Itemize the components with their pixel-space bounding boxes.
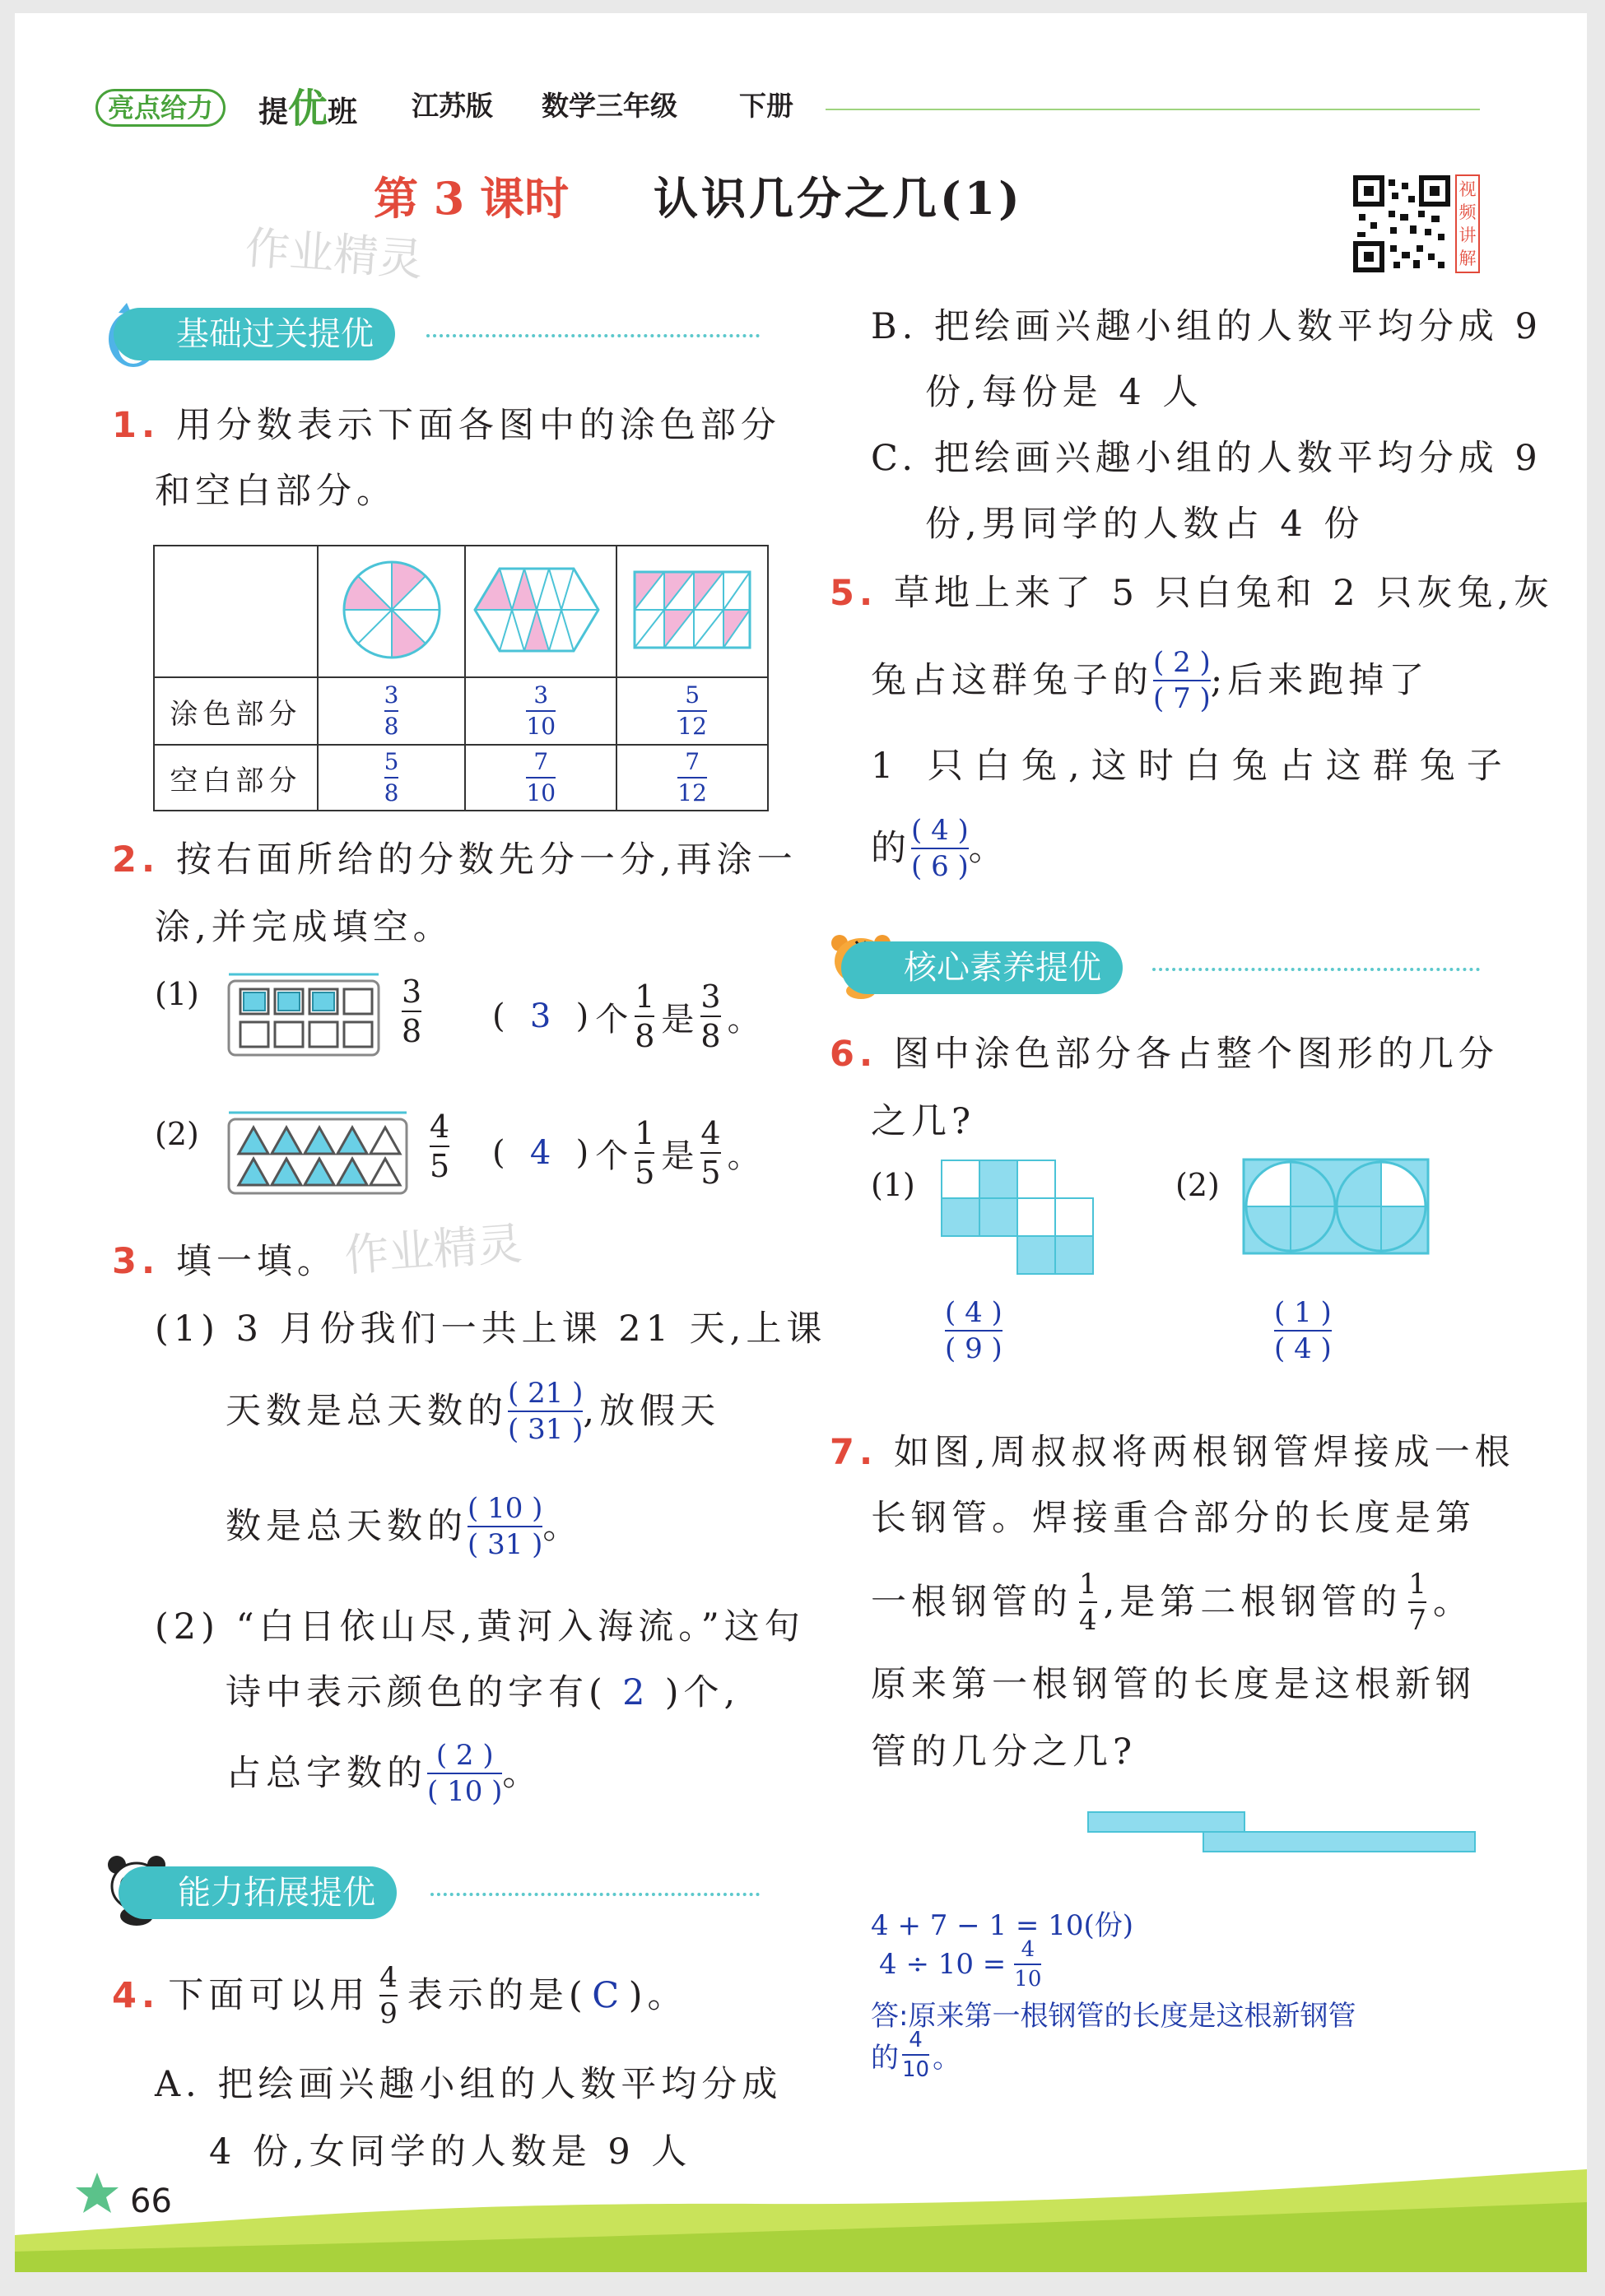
question-number: 7. [830, 1432, 878, 1473]
text: 4 ÷ 10 = [879, 1948, 1007, 1981]
q4-option-a: A. 把绘画兴趣小组的人数平均分成 [155, 2064, 783, 2105]
q1-figure-cell [465, 546, 616, 677]
paren-close: ) [575, 1134, 589, 1172]
video-explain-label[interactable]: 视频讲解 [1455, 174, 1480, 273]
answer-cell [616, 677, 768, 745]
lesson-title: 认识几分之几(1) [654, 172, 1023, 225]
text: “白日依山尽,黄河入海流。”这句 [235, 1606, 805, 1648]
text: )。 [628, 1974, 688, 2016]
fraction: $\frac{3}{10}$ [526, 681, 556, 740]
text: 3 月份我们一共上课 21 天,上课 [235, 1308, 827, 1350]
q6-part1-label: (1) [871, 1167, 915, 1203]
question-text: 用分数表示下面各图中的涂色部分 [175, 405, 781, 446]
fraction: $\frac{4}{10}$ [902, 2028, 930, 2082]
q4-option-b-line2: 份,每份是 4 人 [925, 372, 1203, 413]
rect-12-figure [631, 569, 753, 651]
q3-p2-line2 [226, 1672, 741, 1713]
q7-answer-line1: 答:原来第一根钢管的长度是这根新钢管 [871, 2000, 1356, 2033]
question-4 [112, 1961, 688, 2030]
watermark: 作业精灵 [243, 221, 425, 286]
q3-p2-line1 [155, 1606, 805, 1648]
text: 一根钢管的 [871, 1581, 1072, 1623]
qr-code-icon[interactable] [1352, 174, 1451, 273]
question-number: 1. [112, 405, 160, 446]
q7-answer-line2 [871, 2029, 961, 2080]
fraction: $\frac{5}{12}$ [677, 681, 707, 740]
result-fraction: $\frac{4}{5}$ [700, 1115, 721, 1191]
fraction: $\frac{1}{4}$ [1079, 1568, 1097, 1637]
answer: C [592, 1974, 625, 2016]
q2-part2-label: (2) [155, 1116, 199, 1152]
q3-p1-line3 [226, 1494, 583, 1559]
result-fraction: $\frac{3}{8}$ [700, 978, 721, 1054]
q6-part2-label: (2) [1175, 1167, 1220, 1203]
q7-solution-step2 [879, 1939, 1041, 1990]
q1-figure-cell [318, 546, 466, 677]
section-basic: 基础过关提优 [114, 308, 395, 360]
text: 是 [661, 1000, 695, 1039]
paren-open: ( [492, 997, 505, 1035]
question-text: 填一填。 [175, 1241, 337, 1282]
row-label-blank: 空白部分 [154, 745, 318, 811]
watermark: 作业精灵 [342, 1217, 524, 1282]
section-core: 核心素养提优 [841, 941, 1123, 994]
text: 草地上来了 5 只白兔和 2 只灰兔,灰 [893, 573, 1554, 614]
answer: 4 [529, 1134, 551, 1172]
q2-part1-figure [226, 969, 382, 1060]
question-number: 2. [112, 839, 160, 881]
q5-line3: 1 只白兔,这时白兔占这群兔子 [871, 746, 1514, 787]
answer-cell [318, 745, 466, 811]
question-number: 4. [112, 1974, 160, 2016]
circle-8-figure [341, 559, 443, 661]
question-number: 3. [112, 1241, 160, 1282]
text: 。 [727, 1136, 761, 1175]
q6-part1-answer: ( 4 ) ( 9 ) [945, 1296, 1003, 1365]
q4-option-c: C. 把绘画兴趣小组的人数平均分成 9 [871, 438, 1542, 479]
q1-table [153, 545, 769, 811]
text: 。 [968, 827, 1009, 869]
section-divider [430, 1893, 760, 1896]
q2-part1-label: (1) [155, 976, 199, 1012]
q3-p1-line1 [155, 1308, 827, 1350]
text: 。 [502, 1752, 543, 1794]
given-fraction: 3 8 [402, 974, 422, 1049]
q7-line4: 原来第一根钢管的长度是这根新钢 [871, 1664, 1476, 1705]
text: 下面可以用 [168, 1974, 370, 2016]
answer-cell [465, 745, 616, 811]
volume: 下册 [739, 90, 793, 122]
q4-option-b: B. 把绘画兴趣小组的人数平均分成 9 [871, 306, 1542, 347]
q6-line2: 之几? [871, 1101, 976, 1142]
q2-part1-fill [492, 978, 761, 1054]
brand-logo: 亮点给力 [95, 89, 226, 127]
question-2-line2: 涂,并完成填空。 [155, 907, 454, 948]
part-label: (2) [155, 1606, 220, 1648]
fraction: $\frac{1}{7}$ [1408, 1568, 1426, 1637]
part-label: (1) [155, 1308, 220, 1350]
text: 个 [595, 1000, 629, 1039]
answer-fraction: $\frac{( 2 )}{( 10 )}$ [427, 1739, 503, 1808]
answer-fraction: $\frac{( 10 )}{( 31 )}$ [468, 1492, 543, 1561]
text: 如图,周叔叔将两根钢管焊接成一根 [893, 1432, 1515, 1473]
brand-prefix: 提 [258, 95, 289, 129]
text: ,是第二根钢管的 [1103, 1581, 1403, 1623]
question-6 [830, 1034, 1499, 1075]
question-7 [830, 1432, 1515, 1473]
answer-fraction: $\frac{( 21 )}{( 31 )}$ [508, 1377, 584, 1446]
text: 的 [871, 2041, 899, 2075]
q7-solution-step1: 4 + 7 − 1 = 10(份) [871, 1909, 1133, 1942]
q6-part1-figure [940, 1159, 1096, 1280]
question-1-line2: 和空白部分。 [155, 471, 397, 512]
given-fraction: 4 5 [430, 1108, 450, 1184]
answer-cell [318, 677, 466, 745]
question-2 [112, 839, 798, 881]
text: 个 [595, 1136, 629, 1175]
fraction: $\frac{7}{10}$ [526, 748, 556, 806]
text: 是 [661, 1136, 695, 1175]
q7-line2: 长钢管。焊接重合部分的长度是第 [871, 1498, 1476, 1539]
footer-wave [15, 2169, 1587, 2272]
page-number: 66 [130, 2182, 172, 2220]
text: 图中涂色部分各占整个图形的几分 [893, 1034, 1499, 1075]
text: ,放假天 [583, 1390, 721, 1432]
q6-part2-answer: ( 1 ) ( 4 ) [1274, 1296, 1332, 1365]
header-rule [826, 109, 1480, 110]
edition: 江苏版 [412, 90, 493, 122]
answer: 2 [622, 1672, 650, 1713]
answer-fraction: $\frac{( 4 )}{( 6 )}$ [911, 814, 969, 883]
unit-fraction: $\frac{1}{5}$ [635, 1115, 655, 1191]
text: 。 [1432, 1581, 1473, 1623]
q5-line4 [871, 816, 1009, 881]
text: 天数是总天数的 [226, 1390, 508, 1432]
question-1 [112, 405, 781, 446]
fraction: $\frac{3}{8}$ [384, 681, 399, 740]
fraction: $\frac{7}{12}$ [677, 748, 707, 806]
hexagon-10-figure [471, 565, 611, 655]
q4-option-a-line2: 4 份,女同学的人数是 9 人 [209, 2131, 692, 2173]
question-number: 6. [830, 1034, 878, 1075]
q7-line5: 管的几分之几? [871, 1731, 1137, 1773]
section-divider [1152, 968, 1480, 971]
q7-line3 [871, 1568, 1473, 1637]
subject: 数学三年级 [542, 90, 677, 122]
lesson-label: 第 3 课时 [374, 172, 570, 225]
brand-big: 优 [288, 86, 328, 132]
unit-fraction: $\frac{1}{8}$ [635, 978, 655, 1054]
star-icon [72, 2169, 122, 2219]
workbook-page [15, 13, 1587, 2272]
q3-p2-line3 [226, 1741, 542, 1806]
fraction: $\frac{4}{10}$ [1014, 1937, 1042, 1992]
steel-pipes-figure [1085, 1807, 1480, 1857]
text: 的 [871, 827, 911, 869]
brand-name [258, 86, 358, 132]
answer: 3 [529, 997, 551, 1035]
q2-part2-figure [226, 1108, 410, 1198]
text: 。 [933, 2041, 961, 2075]
text: 数是总天数的 [226, 1505, 468, 1547]
question-number: 5. [830, 573, 878, 614]
section-expand: 能力拓展提优 [119, 1866, 397, 1919]
brand-suffix: 班 [328, 95, 358, 129]
answer-cell [616, 745, 768, 811]
paren-open: ( [492, 1134, 505, 1172]
q2-part2-fill [492, 1115, 761, 1191]
text: 占总字数的 [226, 1752, 427, 1794]
answer-cell [465, 677, 616, 745]
text: 表示的是( [407, 1974, 588, 2016]
q3-p1-line2 [226, 1377, 721, 1446]
text: 诗中表示颜色的字有( [226, 1672, 607, 1713]
fraction: $\frac{5}{8}$ [384, 748, 399, 806]
question-5 [830, 573, 1554, 614]
q1-corner-cell [154, 546, 318, 677]
section-divider [426, 334, 760, 337]
q5-line2 [871, 648, 1429, 713]
question-text: 按右面所给的分数先分一分,再涂一 [175, 839, 798, 881]
answer-fraction: $\frac{( 2 )}{( 7 )}$ [1153, 646, 1211, 715]
q6-part2-figure [1241, 1157, 1431, 1257]
text: 。 [727, 1000, 761, 1039]
q4-option-c-line2: 份,男同学的人数占 4 份 [925, 504, 1365, 545]
text: ;后来跑掉了 [1210, 659, 1430, 701]
text: )个, [664, 1672, 741, 1713]
text: 兔占这群兔子的 [871, 659, 1153, 701]
q1-figure-cell [616, 546, 768, 677]
paren-close: ) [575, 997, 589, 1035]
text: 。 [542, 1505, 584, 1547]
fraction: $\frac{4}{9}$ [379, 1961, 398, 2030]
row-label-shaded: 涂色部分 [154, 677, 318, 745]
question-3 [112, 1241, 337, 1282]
